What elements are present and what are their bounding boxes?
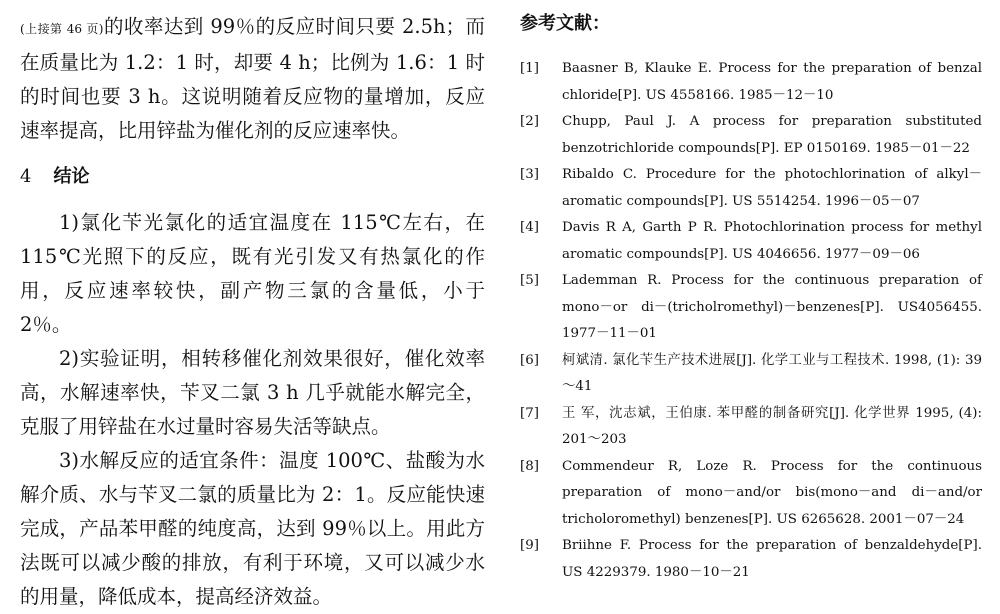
reference-text: Lademman R. Process for the continuous preparation of mono－or di－(tricholromethyl)－benzenes[P]. US4056455. 1977－11－01: [562, 273, 982, 341]
section-heading: [20, 161, 485, 193]
reference-item: [520, 454, 982, 534]
reference-index: [8]: [520, 458, 539, 474]
reference-item: [520, 533, 982, 586]
right-column: [520, 10, 982, 586]
reference-text: Davis R A, Garth P R. Photochlorination process for methyl aromatic compounds[P]. US 4046656. 1977－09－06: [562, 220, 982, 262]
reference-item: [520, 215, 982, 268]
continuation-paragraph: [20, 10, 485, 148]
reference-text: Baasner B, Klauke E. Process for the preparation of benzal chloride[P]. US 4558166. 1985－12－10: [562, 61, 982, 103]
reference-item: [520, 401, 982, 454]
conclusion-item-2: 2)实验证明，相转移催化剂效果很好，催化效率高，水解速率快，苄叉二氯 3 h 几乎就能水解完全，克服了用锌盐在水过量时容易失活等缺点。: [20, 347, 485, 438]
reference-index: [3]: [520, 167, 539, 182]
reference-index: [7]: [520, 405, 539, 421]
reference-index: [9]: [520, 538, 539, 553]
reference-text: 王 军，沈志斌，王伯康. 苯甲醛的制备研究[J]. 化学世界 1995, (4): 201～203: [562, 405, 982, 447]
reference-index: [6]: [520, 352, 539, 368]
reference-item: [520, 348, 982, 401]
reference-text: 柯斌清. 氯化苄生产技术进展[J]. 化学工业与工程技术. 1998, (1): 39～41: [562, 352, 982, 394]
continuation-note: (上接第 46 页): [20, 22, 104, 36]
reference-index: [2]: [520, 114, 539, 129]
left-column: [20, 10, 485, 614]
reference-text: Chupp, Paul J. A process for preparation substituted benzotrichloride compounds[P]. EP 0150169. 1985－01－22: [562, 114, 982, 156]
reference-index: [4]: [520, 220, 539, 235]
reference-item: [520, 109, 982, 162]
reference-item: [520, 268, 982, 348]
reference-index: [1]: [520, 61, 539, 76]
section-number: 4: [20, 166, 32, 187]
reference-item: [520, 56, 982, 109]
reference-text: Ribaldo C. Procedure for the photochlorination of alkyl－aromatic compounds[P]. US 5514254. 1996－05－07: [562, 167, 982, 209]
section-title: 结论: [53, 166, 90, 187]
reference-text: Commendeur R, Loze R. Process for the continuous preparation of mono－and/or bis(mono－and di－and/or tricholoromethyl) benzenes[P]. US 6265628. 2001－07－24: [562, 458, 982, 527]
reference-item: [520, 162, 982, 215]
references-title: 参考文献：: [520, 13, 610, 34]
reference-index: [5]: [520, 273, 539, 288]
reference-text: Briihne F. Process for the preparation of benzaldehyde[P]. US 4229379. 1980－10－21: [562, 538, 982, 580]
continuation-text: 的收率达到 99％的反应时间只要 2.5h；而在质量比为 1.2：1 时，却要 4 h；比例为 1.6：1 时的时间也要 3 h。这说明随着反应物的量增加，反应速率提高，比用锌盐为催化剂的反应速率快。: [20, 15, 486, 142]
conclusion-item-1: 1)氯化苄光氯化的适宜温度在 115℃左右，在 115℃光照下的反应，既有光引发又有热氯化的作用，反应速率较快，副产物三氯的含量低，小于 2％。: [20, 211, 485, 336]
conclusion-item-3: 3)水解反应的适宜条件：温度 100℃、盐酸为水解介质、水与苄叉二氯的质量比为 2：1。反应能快速完成，产品苯甲醛的纯度高，达到 99％以上。用此方法既可以减少酸的排放，有利于环境，又可以减少水的用量，降低成本，提高经济效益。: [20, 449, 485, 608]
